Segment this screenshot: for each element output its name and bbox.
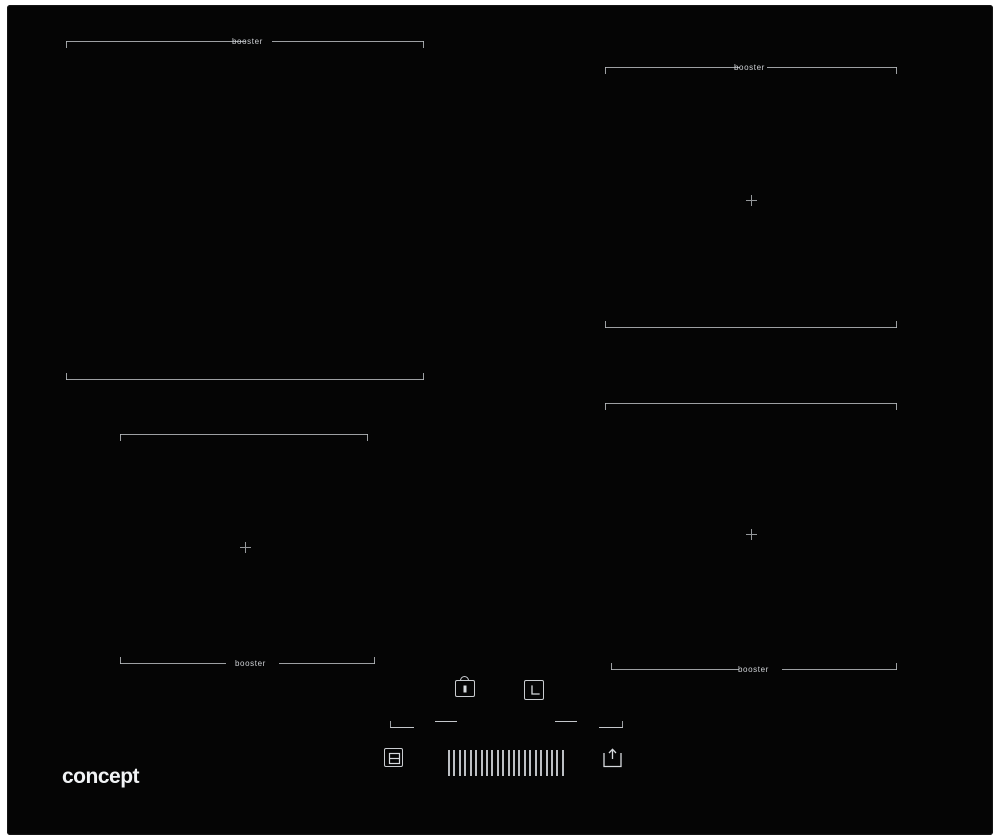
slider-bar xyxy=(551,750,553,776)
zone-rear-right-mark-top-left xyxy=(605,67,740,68)
slider-tick-left-inner xyxy=(435,721,457,722)
slider-bar xyxy=(508,750,510,776)
zone-rear-left-mark-top-left xyxy=(66,41,246,42)
slider-bar xyxy=(562,750,564,776)
zone-rear-right-tick-bottom-right xyxy=(896,321,897,328)
zone-front-left-booster-label: booster xyxy=(235,659,266,668)
zone-front-right-tick-bottom-left xyxy=(611,663,612,670)
zone-front-right-booster-label: booster xyxy=(738,665,769,674)
zone-front-left-mark-top xyxy=(120,434,368,435)
slider-bar xyxy=(486,750,488,776)
zone-rear-right-mark-top-right xyxy=(767,67,897,68)
zone-rear-right-tick-left xyxy=(605,67,606,74)
zone-front-right-mark-top xyxy=(605,403,897,404)
slider-bar xyxy=(459,750,461,776)
zone-front-right-tick-top-left xyxy=(605,403,606,410)
zone-front-left-tick-bottom-right xyxy=(374,657,375,664)
slider-bar xyxy=(513,750,515,776)
power-icon xyxy=(602,748,623,768)
slider-bar xyxy=(475,750,477,776)
slider-bar xyxy=(502,750,504,776)
zone-rear-left-tick-left xyxy=(66,41,67,48)
slider-bar xyxy=(556,750,558,776)
zone-front-left-tick-bottom-left xyxy=(120,657,121,664)
brand-logo: concept xyxy=(62,765,140,788)
zone-rear-right-center-cross xyxy=(746,195,757,206)
lock-icon-keyhole xyxy=(464,685,467,692)
slider-bar xyxy=(448,750,450,776)
slider-bar xyxy=(481,750,483,776)
zone-rear-right-mark-bottom xyxy=(605,327,897,328)
zone-front-left-mark-bottom-right xyxy=(279,663,375,664)
slider-tick-right-outer xyxy=(599,727,623,728)
slider-bar xyxy=(535,750,537,776)
zone-front-right-center-cross xyxy=(746,529,757,540)
zone-front-right-mark-bottom-right xyxy=(782,669,897,670)
zone-front-left-tick-top-left xyxy=(120,434,121,441)
slider-bar xyxy=(470,750,472,776)
zone-rear-right-tick-right xyxy=(896,67,897,74)
power-slider[interactable] xyxy=(448,750,564,776)
slider-tick-left-end xyxy=(390,721,391,728)
slider-bar xyxy=(491,750,493,776)
zone-rear-left-mark-top-right xyxy=(272,41,424,42)
slider-tick-right-end xyxy=(622,721,623,728)
zone-rear-left-tick-right xyxy=(423,41,424,48)
slider-bar xyxy=(518,750,520,776)
slider-bar xyxy=(540,750,542,776)
lock-icon xyxy=(455,680,475,697)
zone-front-left-tick-top-right xyxy=(367,434,368,441)
slider-bar xyxy=(464,750,466,776)
zone-front-right-tick-bottom-right xyxy=(896,663,897,670)
zone-front-right-tick-top-right xyxy=(896,403,897,410)
slider-bar xyxy=(524,750,526,776)
zone-front-right-mark-bottom-left xyxy=(611,669,739,670)
slider-bar xyxy=(546,750,548,776)
zone-rear-right-tick-bottom-left xyxy=(605,321,606,328)
zone-front-left-center-cross xyxy=(240,542,251,553)
bridge-icon xyxy=(384,748,403,767)
zone-front-left-mark-bottom-left xyxy=(120,663,226,664)
clock-icon xyxy=(524,680,544,700)
zone-rear-left-tick-bottom-right xyxy=(423,373,424,380)
slider-tick-left-outer xyxy=(390,727,414,728)
glass-surface xyxy=(7,5,993,835)
slider-bar xyxy=(529,750,531,776)
zone-rear-right-booster-label: booster xyxy=(734,63,765,72)
zone-rear-left-booster-label: booster xyxy=(232,37,263,46)
slider-bar xyxy=(453,750,455,776)
slider-bar xyxy=(497,750,499,776)
zone-rear-left-tick-bottom-left xyxy=(66,373,67,380)
zone-rear-left-mark-bottom xyxy=(66,379,424,380)
slider-tick-right-inner xyxy=(555,721,577,722)
power-button[interactable] xyxy=(602,748,623,773)
